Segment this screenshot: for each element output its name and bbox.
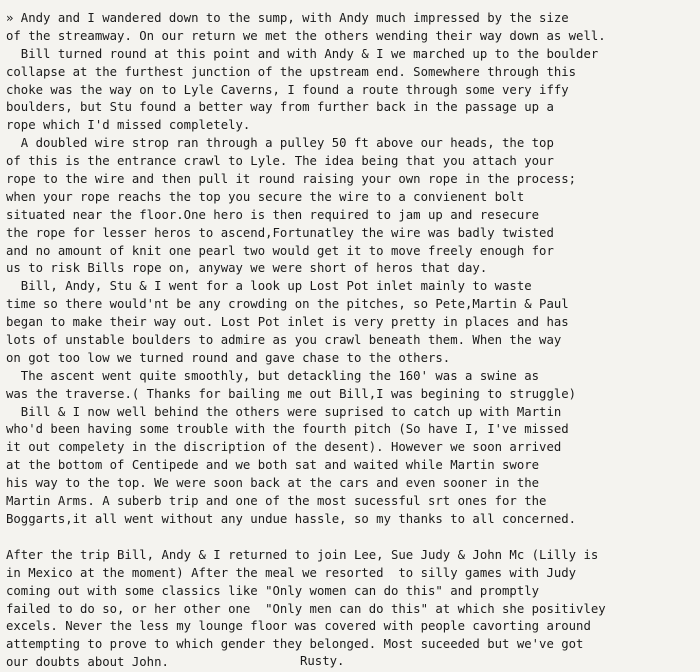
text-line: collapse at the furthest junction of the upstream end. Somewhere through this	[6, 64, 577, 79]
text-line: Bill turned round at this point and with Andy & I we marched up to the boulder	[6, 46, 599, 61]
paragraph-boulder-collapse	[6, 46, 698, 135]
signature: Rusty.	[300, 654, 345, 668]
text-line: Boggarts,it all went without any undue hassle, so my thanks to all concerned.	[6, 511, 577, 526]
text-line: rope to the wire and then pull it round raising your own rope in the process;	[6, 172, 577, 187]
text-line: A doubled wire strop ran through a pulley 50 ft above our heads, the top	[6, 136, 554, 151]
paragraph-wire-strop	[6, 135, 698, 278]
text-line: choke was the way on to Lyle Caverns, I found a route through some very iffy	[6, 82, 569, 97]
text-line: us to risk Bills rope on, anyway we were short of heros that day.	[6, 261, 488, 276]
text-line: began to make their way out. Lost Pot inlet is very pretty in places and has	[6, 315, 569, 330]
paragraph-ascent	[6, 368, 698, 404]
text-line: on got too low we turned round and gave chase to the others.	[6, 350, 451, 365]
paragraph-centipede	[6, 404, 698, 529]
text-line: our doubts about John.	[6, 655, 169, 670]
text-line: rope which I'd missed completely.	[6, 118, 251, 133]
paragraph-sump	[6, 10, 698, 46]
document-body	[6, 10, 698, 672]
text-line: the rope for lesser heros to ascend,Fortunatley the wire was badly twisted	[6, 225, 554, 240]
paragraph-gap	[6, 529, 698, 547]
text-line: Bill & I now well behind the others were suprised to catch up with Martin	[6, 404, 562, 419]
text-line: was the traverse.( Thanks for bailing me out Bill,I was begining to struggle)	[6, 386, 577, 401]
text-line: situated near the floor.One hero is then required to jam up and resecure	[6, 207, 540, 222]
text-line: time so there would'nt be any crowding on the pitches, so Pete,Martin & Paul	[6, 297, 569, 312]
text-line: in Mexico at the moment) After the meal we resorted to silly games with Judy	[6, 565, 577, 580]
text-line: The ascent went quite smoothly, but detackling the 160' was a swine as	[6, 368, 540, 383]
text-line: boulders, but Stu found a better way from further back in the passage up a	[6, 100, 554, 115]
text-line: his way to the top. We were soon back at the cars and even sooner in the	[6, 476, 540, 491]
text-line: excels. Never the less my lounge floor was covered with people cavorting around	[6, 619, 591, 634]
text-line: Bill, Andy, Stu & I went for a look up Lost Pot inlet mainly to waste	[6, 279, 532, 294]
text-line: and no amount of knit one pearl two would get it to move freely enough for	[6, 243, 554, 258]
text-line: » Andy and I wandered down to the sump, with Andy much impressed by the size	[6, 11, 569, 25]
text-line: of the streamway. On our return we met the others wending their way down as well.	[6, 28, 606, 43]
text-line: failed to do so, or her other one "Only men can do this" at which she positivley	[6, 601, 606, 616]
text-line: it out compelety in the discription of the desent). However we soon arrived	[6, 440, 562, 455]
paragraph-lost-pot-inlet	[6, 278, 698, 367]
paragraph-after-the-trip	[6, 547, 698, 672]
text-line: of this is the entrance crawl to Lyle. The idea being that you attach your	[6, 154, 554, 169]
text-line: attempting to prove to which gender they belonged. Most suceeded but we've got	[6, 637, 584, 652]
text-line: coming out with some classics like "Only women can do this" and promptly	[6, 583, 540, 598]
text-line: After the trip Bill, Andy & I returned to join Lee, Sue Judy & John Mc (Lilly is	[6, 547, 599, 562]
text-line: who'd been having some trouble with the fourth pitch (So have I, I've missed	[6, 422, 569, 437]
text-line: Martin Arms. A suberb trip and one of the most sucessful srt ones for the	[6, 494, 547, 509]
text-line: when your rope reachs the top you secure the wire to a convienent bolt	[6, 189, 525, 204]
text-line: at the bottom of Centipede and we both sat and waited while Martin swore	[6, 458, 540, 473]
text-line: lots of unstable boulders to admire as you crawl beneath them. When the way	[6, 333, 562, 348]
